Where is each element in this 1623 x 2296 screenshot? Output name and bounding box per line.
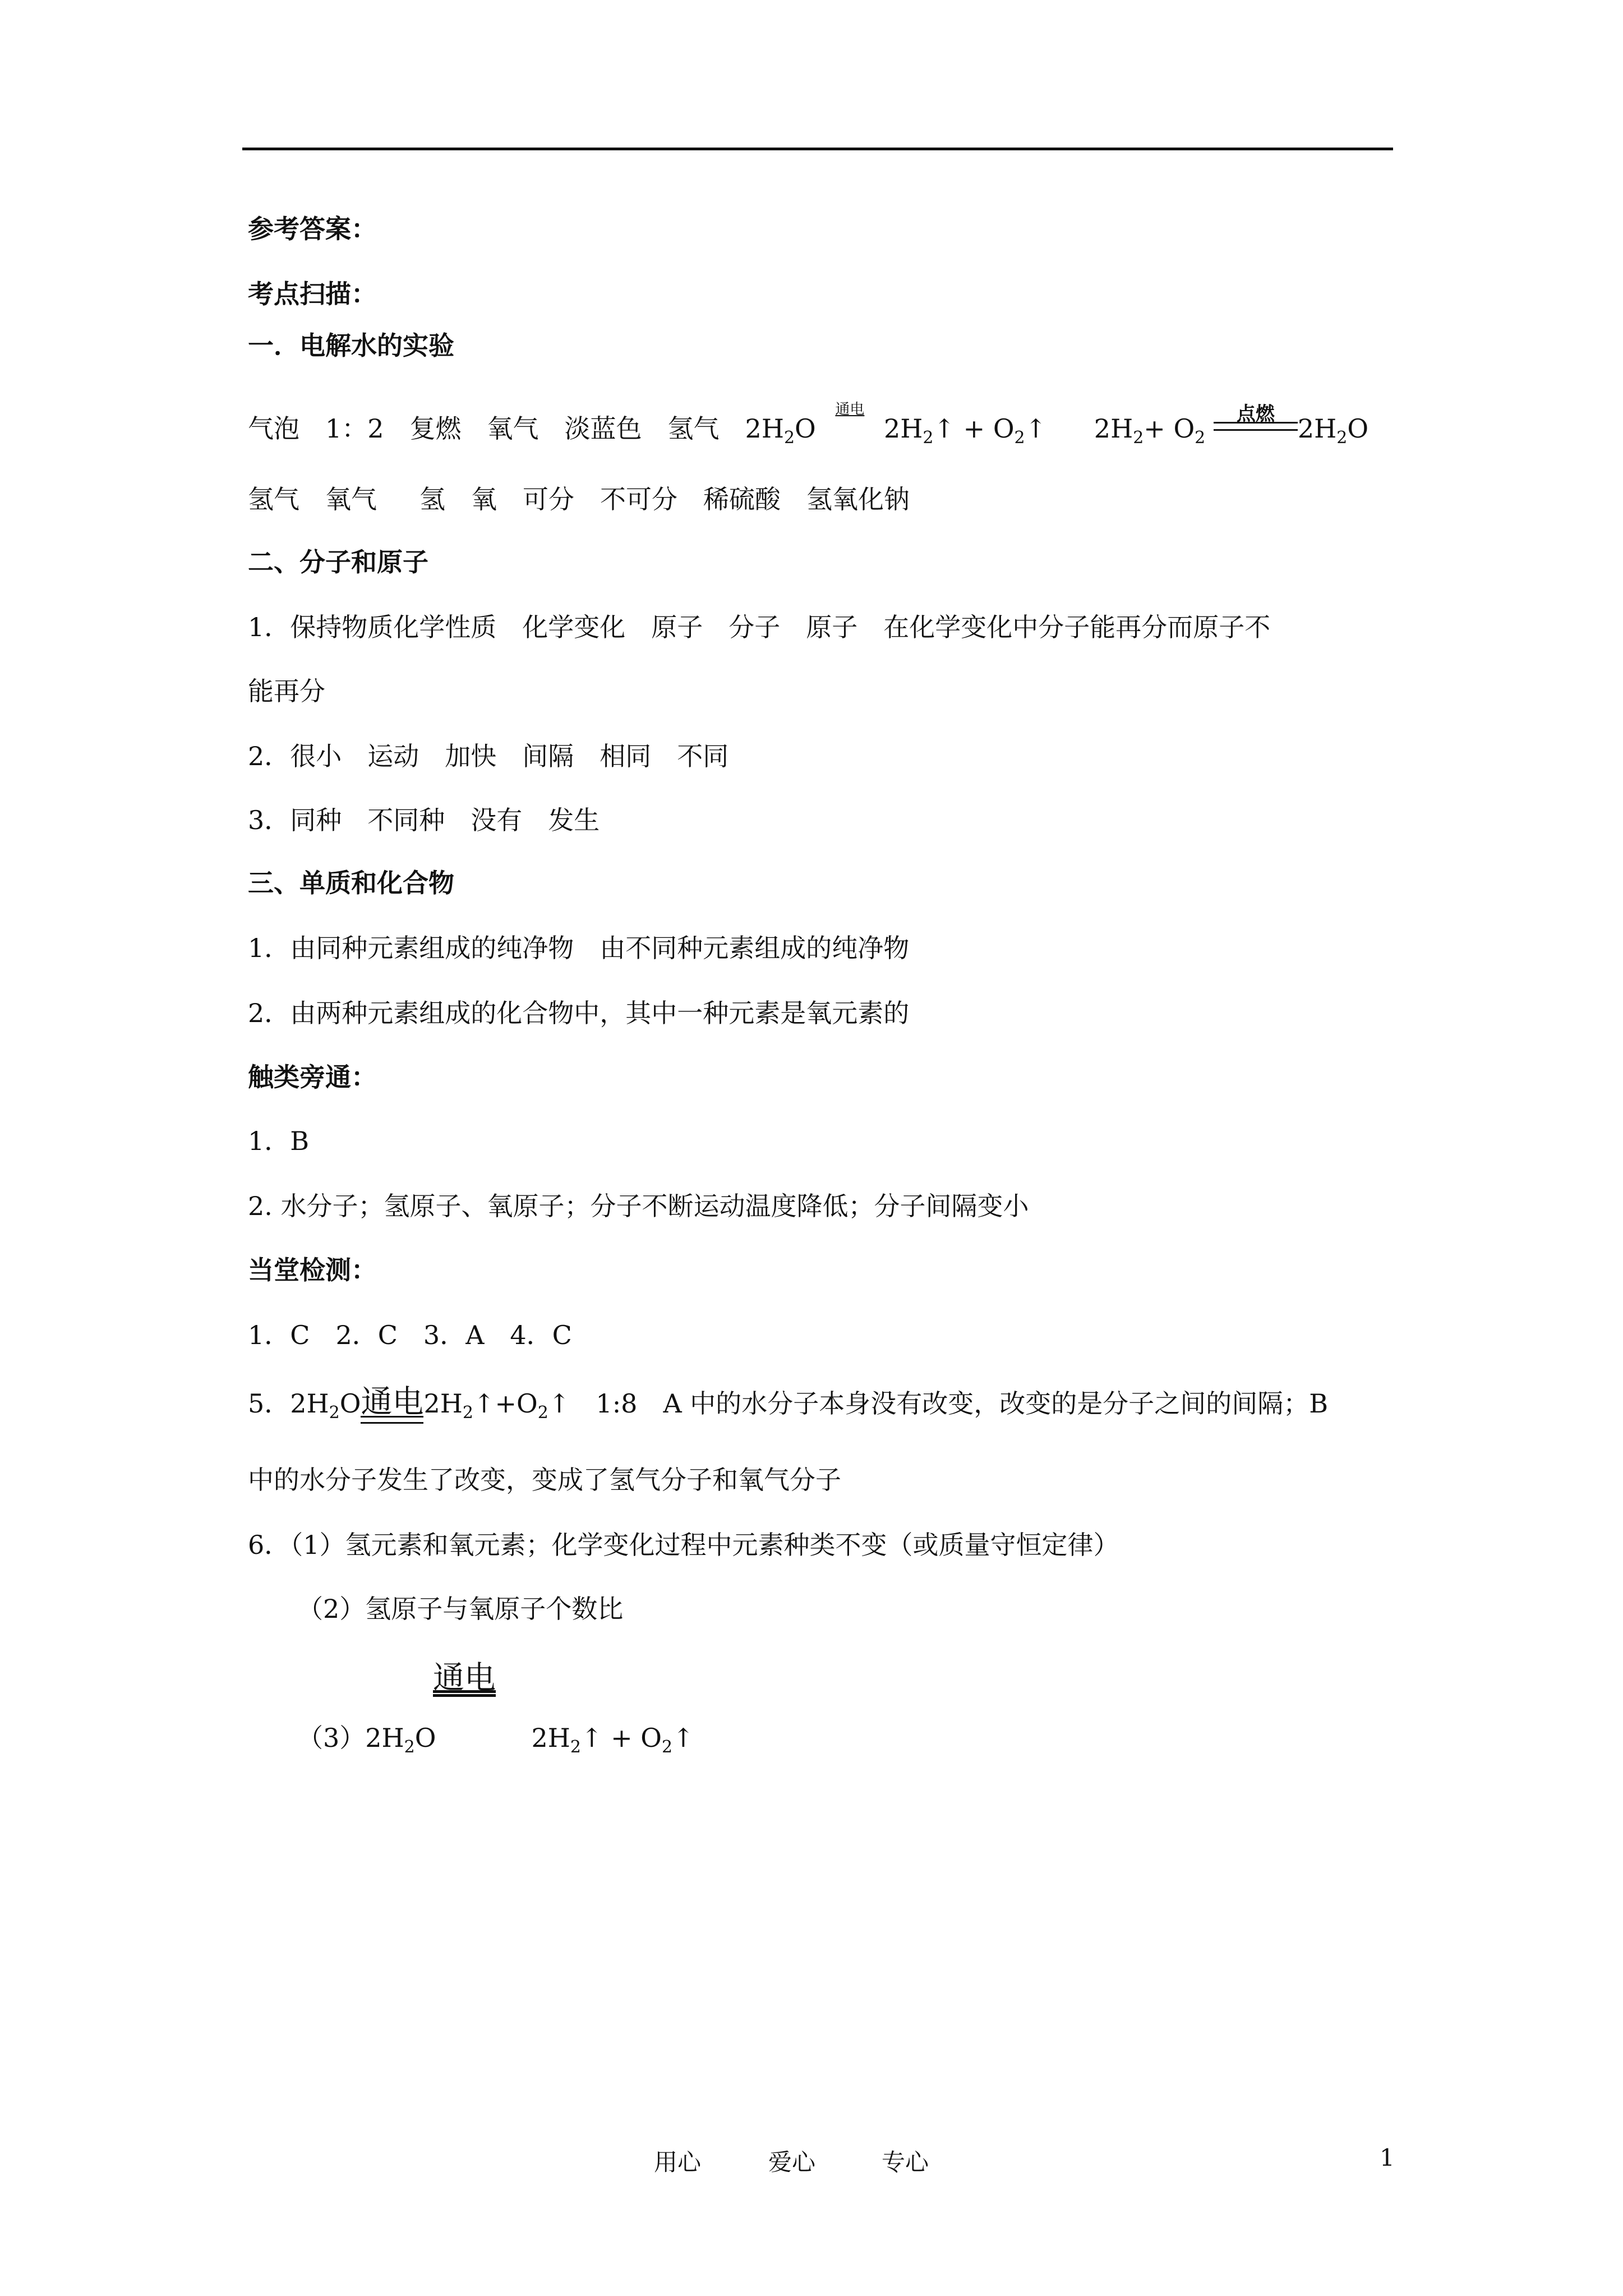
section-heading-electrolysis: 一．电解水的实验 bbox=[248, 330, 454, 361]
answer-item-continued: 能再分 bbox=[248, 676, 325, 706]
answer-subitem-equation: $(3)2H_2O$ $2H_2↑$ + $O_2↑$ bbox=[297, 1723, 694, 1757]
answer-item: 1．由同种元素组成的纯净物 由不同种元素组成的纯净物 bbox=[248, 933, 910, 963]
answer-item: 1．B bbox=[248, 1126, 310, 1156]
footer-text: 爱心 bbox=[768, 2148, 816, 2176]
reaction-condition: 通电 bbox=[361, 1386, 423, 1424]
equation-combustion: $2H_2+ O_2$ 点燃 $2H_2O$ bbox=[1094, 403, 1369, 448]
footer-text: 专心 bbox=[882, 2148, 929, 2176]
answer-item: 1．保持物质化学性质 化学变化 原子 分子 原子 在化学变化中分子能再分而原子不 bbox=[248, 612, 1271, 642]
section-heading-molecules: 二、分子和原子 bbox=[248, 547, 428, 577]
answer-item: 3．同种 不同种 没有 发生 bbox=[248, 805, 600, 835]
section-heading-scan: 考点扫描： bbox=[248, 279, 377, 309]
answer-line-electrolysis: 气泡 1：2 复燃 氧气 淡蓝色 氢气 $2H_2O$ 通电 $2H_2↑$ + $O_2↑$ $2H_2+ O_2$ 点燃 $2H_2O$ bbox=[248, 412, 1368, 455]
reaction-condition-ignite: 点燃 bbox=[1214, 422, 1298, 438]
footer-text: 用心 bbox=[654, 2148, 702, 2176]
answer-item: 2．由两种元素组成的化合物中，其中一种元素是氧元素的 bbox=[248, 998, 910, 1028]
reaction-condition: 通电 bbox=[433, 1660, 496, 1696]
page-title: 参考答案： bbox=[248, 214, 377, 244]
equation-electrolysis: $2H_2O$ 通电 $2H_2↑$ + $O_2↑$ bbox=[745, 401, 1047, 448]
answer-item: 1．C 2．C 3．A 4．C bbox=[248, 1320, 572, 1350]
answer-item-equation: 5．$2H_2O$通电$2H_2↑+O_2↑$ 1:8 A 中的水分子本身没有改变，改变的是分子之间的间隔；B bbox=[248, 1384, 1329, 1423]
page-number: 1 bbox=[1380, 2144, 1395, 2171]
answer-subitem: （2）氢原子与氧原子个数比 bbox=[297, 1594, 624, 1624]
reaction-condition: 通电 bbox=[835, 401, 865, 418]
section-heading-test: 当堂检测： bbox=[248, 1255, 377, 1285]
answer-item: 6．（1）氢元素和氧元素；化学变化过程中元素种类不变（或质量守恒定律） bbox=[248, 1530, 1119, 1560]
answer-item: 2. 水分子；氢原子、氧原子；分子不断运动温度降低；分子间隔变小 bbox=[248, 1191, 1029, 1221]
answer-line-electrolysis-2: 氢气 氧气 氢 氧 可分 不可分 稀硫酸 氢氧化钠 bbox=[248, 484, 910, 514]
header-rule bbox=[242, 148, 1393, 150]
section-heading-substances: 三、单质和化合物 bbox=[248, 868, 454, 898]
answer-item-continued: 中的水分子发生了改变，变成了氢气分子和氧气分子 bbox=[248, 1465, 841, 1495]
section-heading-extension: 触类旁通： bbox=[248, 1062, 377, 1092]
answer-item: 2．很小 运动 加快 间隔 相同 不同 bbox=[248, 741, 729, 771]
